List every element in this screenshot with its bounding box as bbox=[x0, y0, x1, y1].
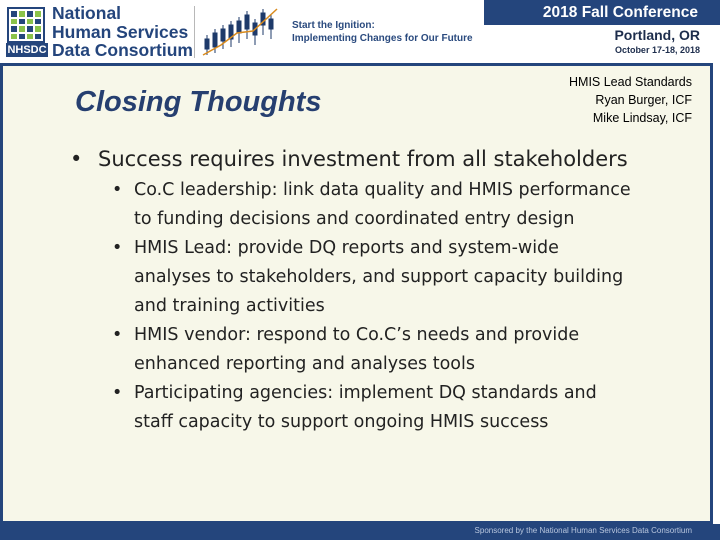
sub-bullet-line: enhanced reporting and analyses tools bbox=[134, 354, 475, 374]
logo-grid-icon bbox=[7, 7, 45, 43]
sponsor-footer bbox=[0, 524, 720, 540]
logo-line-2: Human Services bbox=[52, 21, 189, 42]
sub-bullet-line: Co.C leadership: link data quality and HMIS performance bbox=[134, 180, 631, 200]
bullet-icon: • bbox=[112, 383, 123, 403]
session-name: HMIS Lead Standards bbox=[569, 75, 692, 89]
sub-bullet-line: HMIS vendor: respond to Co.C’s needs and provide bbox=[134, 325, 580, 345]
bullet-icon: • bbox=[70, 147, 83, 171]
presenter-1: Ryan Burger, ICF bbox=[595, 93, 692, 107]
sub-bullet-line: analyses to stakeholders, and support capacity building bbox=[134, 267, 624, 287]
bullet-icon: • bbox=[112, 325, 123, 345]
bullet-icon: • bbox=[112, 180, 123, 200]
sub-bullet-line: Participating agencies: implement DQ standards and bbox=[134, 383, 597, 403]
slide-title: Closing Thoughts bbox=[75, 86, 322, 118]
logo-text bbox=[52, 4, 193, 60]
bullet-icon: • bbox=[112, 238, 123, 258]
slide-content bbox=[70, 144, 700, 437]
sub-bullet-coc bbox=[70, 176, 700, 234]
sub-bullet-line: staff capacity to support ongoing HMIS success bbox=[134, 412, 549, 432]
header-divider bbox=[194, 6, 195, 58]
conference-title: 2018 Fall Conference bbox=[542, 4, 698, 21]
presenter-info bbox=[569, 73, 692, 127]
sub-bullet-hmis-lead bbox=[70, 234, 700, 321]
sub-bullet-line: to funding decisions and coordinated entry design bbox=[134, 209, 575, 229]
conference-header bbox=[0, 0, 720, 63]
conference-tagline bbox=[292, 19, 473, 45]
sub-bullet-list bbox=[70, 176, 700, 437]
right-margin bbox=[713, 63, 720, 524]
logo-badge: NHSDC bbox=[7, 44, 47, 56]
sub-bullet-agencies bbox=[70, 379, 700, 437]
conference-dates: October 17-18, 2018 bbox=[614, 45, 700, 55]
candlestick-chart-icon bbox=[201, 5, 279, 59]
conference-location: Portland, OR bbox=[614, 27, 700, 43]
sub-bullet-line: HMIS Lead: provide DQ reports and system-wide bbox=[134, 238, 559, 258]
main-bullet-text: Success requires investment from all stakeholders bbox=[98, 147, 628, 171]
logo-line-3: Data Consortium bbox=[52, 40, 193, 60]
tagline-line-2: Implementing Changes for Our Future bbox=[292, 33, 473, 44]
conference-title-bar bbox=[484, 0, 720, 25]
sub-bullet-line: and training activities bbox=[134, 296, 325, 316]
logo-line-1: National bbox=[52, 3, 122, 23]
presenter-2: Mike Lindsay, ICF bbox=[592, 111, 692, 125]
tagline-line-1: Start the Ignition: bbox=[292, 20, 375, 31]
footer-text: Sponsored by the National Human Services Data Consortium bbox=[474, 526, 692, 535]
main-bullet bbox=[70, 144, 700, 174]
nhsdc-logo bbox=[4, 3, 193, 60]
sub-bullet-hmis-vendor bbox=[70, 321, 700, 379]
